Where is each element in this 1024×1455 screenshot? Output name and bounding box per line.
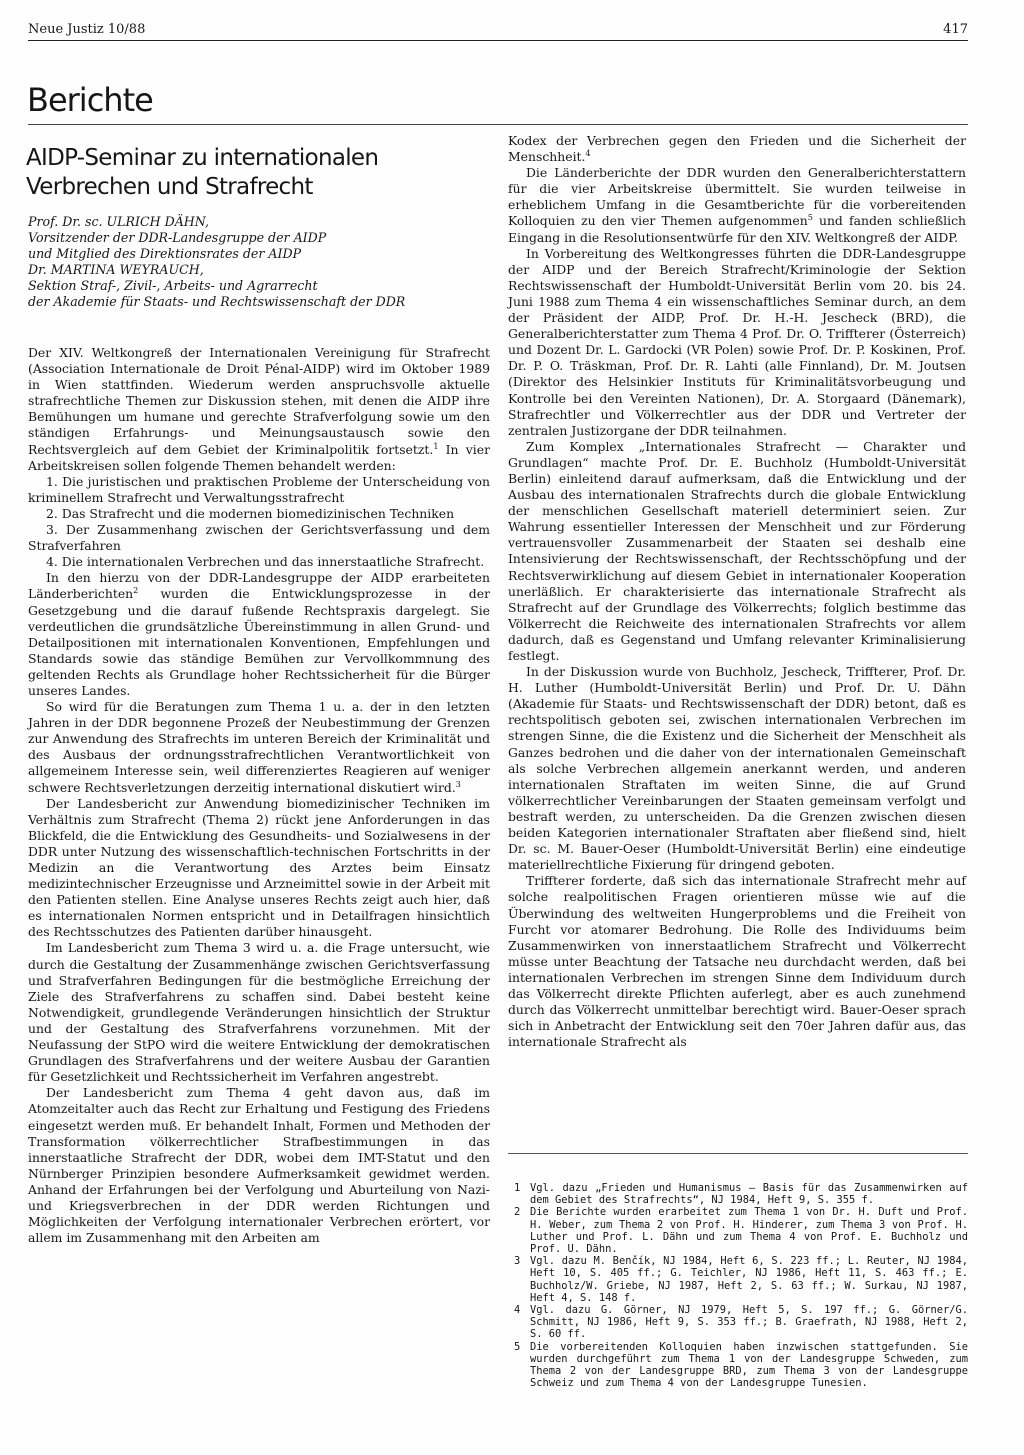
footnote-text: Vgl. dazu M. Benčík, NJ 1984, Heft 6, S. 223 ff.; L. Reuter, NJ 1984, Heft 10, S. 405 ff.; G. Teichler, NJ 1986, Heft 11, S. 463 ff.; E. Buchholz/W. Griebe, NJ 1987, Heft 2, S. 63 ff.; W. Surkau, NJ 1987, Heft 4, S. 148 f.	[530, 1255, 968, 1304]
paragraph: So wird für die Beratungen zum Thema 1 u. a. der in den letzten Jahren in der DDR begonnene Prozeß der Neubestimmung der Grenzen zur Anwendung des Strafrechts im unteren Bereich der Kriminalität und des Ausbaus der ordnungsstrafrechtlichen Verantwortlichkeit von allgemeinem Interesse sein, weil differenziertes Reagieren auf weniger schwere Rechtsverletzungen derzeitig international diskutiert wird.$^3$	[28, 699, 490, 795]
footnote-ref: 3	[455, 779, 461, 789]
footnote-number: 2	[514, 1206, 521, 1219]
section-title: Berichte	[27, 81, 153, 119]
author-name: Dr. MARTINA WEYRAUCH,	[28, 262, 204, 277]
footnote-text: Die vorbereitenden Kolloquien haben inzwischen stattgefunden. Sie wurden durchgeführt zum Thema 1 von der Landesgruppe Schweden, zum Thema 2 von der Landesgruppe BRD, zum Thema 3 von der Landesgruppe Schweiz und zum Thema 4 von der Landesgruppe Tunesien.	[530, 1340, 968, 1390]
article-title-line-1: AIDP-Seminar zu internationalen	[26, 145, 379, 171]
footnote	[508, 1255, 968, 1304]
body-column-right	[508, 133, 966, 1050]
footnote-ref: 4	[585, 148, 591, 158]
author-affiliation: Vorsitzender der DDR-Landesgruppe der AIDP	[28, 230, 327, 245]
paragraph: Kodex der Verbrechen gegen den Frieden und die Sicherheit der Menschheit.$^4$	[508, 133, 966, 165]
running-head	[28, 22, 968, 42]
paragraph: In den hierzu von der DDR-Landesgruppe der AIDP erarbeiteten Länderberichten$^2$ wurden die Entwicklungsprozesse in der Gesetzgebung und die darauf fußende Rechtspraxis dargelegt. Sie verdeutlichen die grundsätzliche Übereinstimmung in allen Grund- und Detailpositionen mit internationalen Konventionen, Empfehlungen und Standards sowie das ständige Bemühen zur Vervollkommnung des geltenden Rechts als Grundlage hoher Rechtssicherheit für die Bürger unseres Landes.	[28, 570, 490, 698]
footnote-rule	[508, 1153, 968, 1154]
footnotes	[508, 1182, 968, 1389]
author-2	[28, 262, 490, 310]
list-item: 4. Die internationalen Verbrechen und das innerstaatliche Strafrecht.	[46, 554, 485, 570]
paragraph: Der Landesbericht zur Anwendung biomedizinischer Techniken im Verhältnis zum Strafrecht (Thema 2) rückt jene Anforderungen in das Blickfeld, die die Entwicklung des Gesundheits- und Sozialwesens in der DDR unter Nutzung des wissenschaftlich-technischen Fortschritts in der Medizin an die Verantwortung des Arztes beim Einsatz medizintechnischer Erzeugnisse und Arzneimittel sowie in der Arbeit mit den Patienten stellen. Eine Analyse unseres Rechts zeigt auch hier, daß es internationalen Normen entspricht und in Detailfragen hinsichtlich des Rechtsschutzes des Patienten darüber hinausgeht.	[28, 795, 490, 940]
author-name: Prof. Dr. sc. ULRICH DÄHN,	[28, 214, 210, 229]
footnote	[508, 1182, 968, 1206]
body-column-left	[28, 345, 490, 1246]
paragraph: Der XIV. Weltkongreß der Internationalen Vereinigung für Strafrecht (Association Internationale de Droit Pénal-AIDP) wird im Oktober 1989 in Wien stattfinden. Wiederum werden anspruchsvolle aktuelle strafrechtliche Themen zur Diskussion stehen, mit denen die AIDP ihre Bemühungen um humane und gerechte Strafverfolgung sowie um den ständigen Erfahrungs- und Meinungsaustausch sowie den Rechtsvergleich auf dem Gebiet der Kriminalpolitik fortsetzt.$^1$ In vier Arbeitskreisen sollen folgende Themen behandelt werden:	[28, 345, 490, 473]
list-item: 3. Der Zusammenhang zwischen der Gerichtsverfassung und dem Strafverfahren	[28, 522, 490, 554]
footnote-text: Die Berichte wurden erarbeitet zum Thema 1 von Dr. H. Duft und Prof. H. Weber, zum Thema 2 von Prof. H. Hinderer, zum Thema 3 von Prof. H. Luther und Prof. L. Dähn und zum Thema 4 von Prof. E. Buchholz und Prof. U. Dähn.	[530, 1206, 968, 1256]
paragraph: Zum Komplex „Internationales Strafrecht — Charakter und Grundlagen“ machte Prof. Dr. E. Buchholz (Humboldt-Universität Berlin) einleitend darauf aufmerksam, daß die Entwicklung und der Ausbau des internationalen Strafrechts durch die globale Entwicklung der menschlichen Gesellschaft materiell determiniert seien. Zur Wahrung essentieller Interessen der Menschheit und zur Förderung vertrauensvoller Zusammenarbeit der Staaten sei deshalb eine Intensivierung der Rechtswissenschaft, der Rechtsschöpfung und der Rechtsverwirklichung auf diesem Gebiet in internationaler Kooperation unerläßlich. Er charakterisierte das internationale Strafrecht als Strafrecht auf der Grundlage des Völkerrechts; folglich bestimme das Völkerrecht die Reichweite des internationalen Strafrechts vor allem dadurch, daß es Gegenstand und Umfang relevanter Kriminalisierung festlegt.	[508, 438, 966, 663]
footnote	[508, 1304, 968, 1341]
author-affiliation: und Mitglied des Direktionsrates der AIDP	[28, 246, 302, 261]
footnote-ref: 2	[133, 586, 139, 596]
list-item: 2. Das Strafrecht und die modernen biomedizinischen Techniken	[46, 505, 455, 521]
footnote-text: Vgl. dazu G. Görner, NJ 1979, Heft 5, S. 197 ff.; G. Görner/G. Schmitt, NJ 1986, Heft 9, S. 353 ff.; B. Graefrath, NJ 1988, Heft 2, S. 60 ff.	[530, 1304, 968, 1341]
article-title	[26, 144, 486, 202]
page-number: 417	[943, 22, 968, 37]
paragraph: Triffterer forderte, daß sich das internationale Strafrecht mehr auf solche realpolitischen Fragen orientieren müsse wie auf die Überwindung des weltweiten Hungerproblems und die Freiheit von Furcht vor atomarer Bedrohung. Die Rolle des Individuums beim Zusammenwirken von innerstaatlichem Strafrecht und Völkerrecht müsse unter Beachtung der Tatsache neu durchdacht werden, daß bei internationalen Verbrechen im strengen Sinne dem Individuum durch das Völkerrecht direkte Pflichten auferlegt, aber es auch zunehmend durch das Völkerrecht unmittelbar berechtigt wird. Bauer-Oeser sprach sich in Anbetracht der Entwicklung seit den 70er Jahren dafür aus, das internationale Strafrecht als	[508, 873, 966, 1050]
header-rule	[28, 40, 968, 41]
list-item: 1. Die juristischen und praktischen Probleme der Unterscheidung von kriminellem Strafrecht und Verwaltungsstrafrecht	[28, 473, 490, 505]
footnote-number: 4	[514, 1304, 521, 1317]
paragraph: In der Diskussion wurde von Buchholz, Jescheck, Triffterer, Prof. Dr. H. Luther (Humboldt-Universität Berlin) und Prof. Dr. U. Dähn (Akademie für Staats- und Rechtswissenschaft der DDR) betont, daß es rechtspolitisch geboten sei, zwischen internationalen Verbrechen im strengen Sinne, die die Existenz und die Sicherheit der Menschheit als Ganzes bedrohen und die daher von der internationalen Gemeinschaft als solche Verbrechen allgemein anerkannt werden, und anderen internationalen Straftaten im weiten Sinne, die auf Grund völkerrechtlicher Vereinbarungen der Staaten gemeinsam verfolgt und bestraft werden, zu unterscheiden. Da die Grenzen zwischen diesen beiden Kategorien internationaler Straftaten aber fließend sind, hielt Dr. sc. M. Bauer-Oeser (Humboldt-Universität Berlin) eine eindeutige materiellrechtliche Fixierung für dringend geboten.	[508, 664, 966, 873]
footnote-number: 5	[514, 1340, 521, 1353]
paragraph: Im Landesbericht zum Thema 3 wird u. a. die Frage untersucht, wie durch die Gestaltung der Zusammenhänge zwischen Gerichtsverfassung und Strafverfahren Bedingungen für die bestmögliche Erreichung der Ziele des Strafverfahrens zu schaffen sind. Dabei besteht keine Notwendigkeit, grundlegende Veränderungen hinsichtlich der Struktur und der Gestaltung des Strafverfahrens vorzunehmen. Mit der Neufassung der StPO wird die weitere Entwicklung der demokratischen Grundlagen des Strafverfahrens und der weitere Ausbau der Garantien für Gesetzlichkeit und Rechtssicherheit im Verfahren angestrebt.	[28, 940, 490, 1085]
author-block	[28, 214, 490, 310]
paragraph: Der Landesbericht zum Thema 4 geht davon aus, daß im Atomzeitalter auch das Recht zur Erhaltung und Festigung des Friedens eingesetzt werden muß. Er behandelt Inhalt, Formen und Methoden der Transformation völkerrechtlicher Strafbestimmungen in das innerstaatliche Strafrecht der DDR, wobei dem IMT-Statut und den Nürnberger Prinzipien besondere Aufmerksamkeit gewidmet werden. Anhand der Erfahrungen bei der Verfolgung und Aburteilung von Nazi- und Kriegsverbrechen in der DDR werden Richtungen und Möglichkeiten der Verfolgung internationaler Verbrechen erörtert, vor allem im Zusammenhang mit den Arbeiten am	[28, 1085, 490, 1246]
paragraph: Die Länderberichte der DDR wurden den Generalberichterstattern für die vier Arbeitskreise übermittelt. Sie wurden teilweise in erheblichem Umfang in die Gesamtberichte für die vorbereitenden Kolloquien zu den vier Themen aufgenommen$^5$ und fanden schließlich Eingang in die Resolutionsentwürfe für den XIV. Weltkongreß der AIDP.	[508, 165, 966, 245]
author-affiliation: der Akademie für Staats- und Rechtswissenschaft der DDR	[28, 294, 406, 309]
paragraph: In Vorbereitung des Weltkongresses führten die DDR-Landesgruppe der AIDP und der Bereich Strafrecht/Kriminologie der Sektion Rechtswissenschaft der Humboldt-Universität Berlin vom 20. bis 24. Juni 1988 zum Thema 4 ein wissenschaftliches Seminar durch, an dem der Präsident der AIDP, Prof. Dr. H.-H. Jescheck (BRD), die Generalberichterstatter zum Thema 4 Prof. Dr. O. Triffterer (Österreich) und Dozent Dr. L. Gardocki (VR Polen) sowie Prof. Dr. P. Koskinen, Prof. Dr. P. O. Träskman, Prof. Dr. R. Lahti (alle Finnland), Dr. M. Joutsen (Direktor des Helsinkier Instituts für Kriminalitätsvorbeugung und Kontrolle bei den Vereinten Nationen), Dr. A. Storgaard (Dänemark), Strafrechtler und Völkerrechtler aus der DDR und Vertreter der zentralen Justizorgane der DDR teilnahmen.	[508, 245, 966, 438]
footnote-number: 1	[514, 1182, 521, 1194]
footnote-ref: 5	[807, 213, 813, 223]
footnote-number: 3	[514, 1255, 521, 1268]
footnote-text: Vgl. dazu „Frieden und Humanismus — Basis für das Zusammenwirken auf dem Gebiet des Strafrechts“, NJ 1984, Heft 9, S. 355 f.	[530, 1182, 968, 1207]
section-rule	[28, 124, 968, 125]
article-title-line-2: Verbrechen und Strafrecht	[26, 174, 313, 200]
author-affiliation: Sektion Straf-, Zivil-, Arbeits- und Agrarrecht	[28, 278, 318, 293]
journal-name: Neue Justiz 10/88	[28, 22, 146, 37]
footnote-ref: 1	[433, 441, 439, 451]
footnote	[508, 1206, 968, 1255]
author-1	[28, 214, 490, 262]
footnote	[508, 1341, 968, 1390]
